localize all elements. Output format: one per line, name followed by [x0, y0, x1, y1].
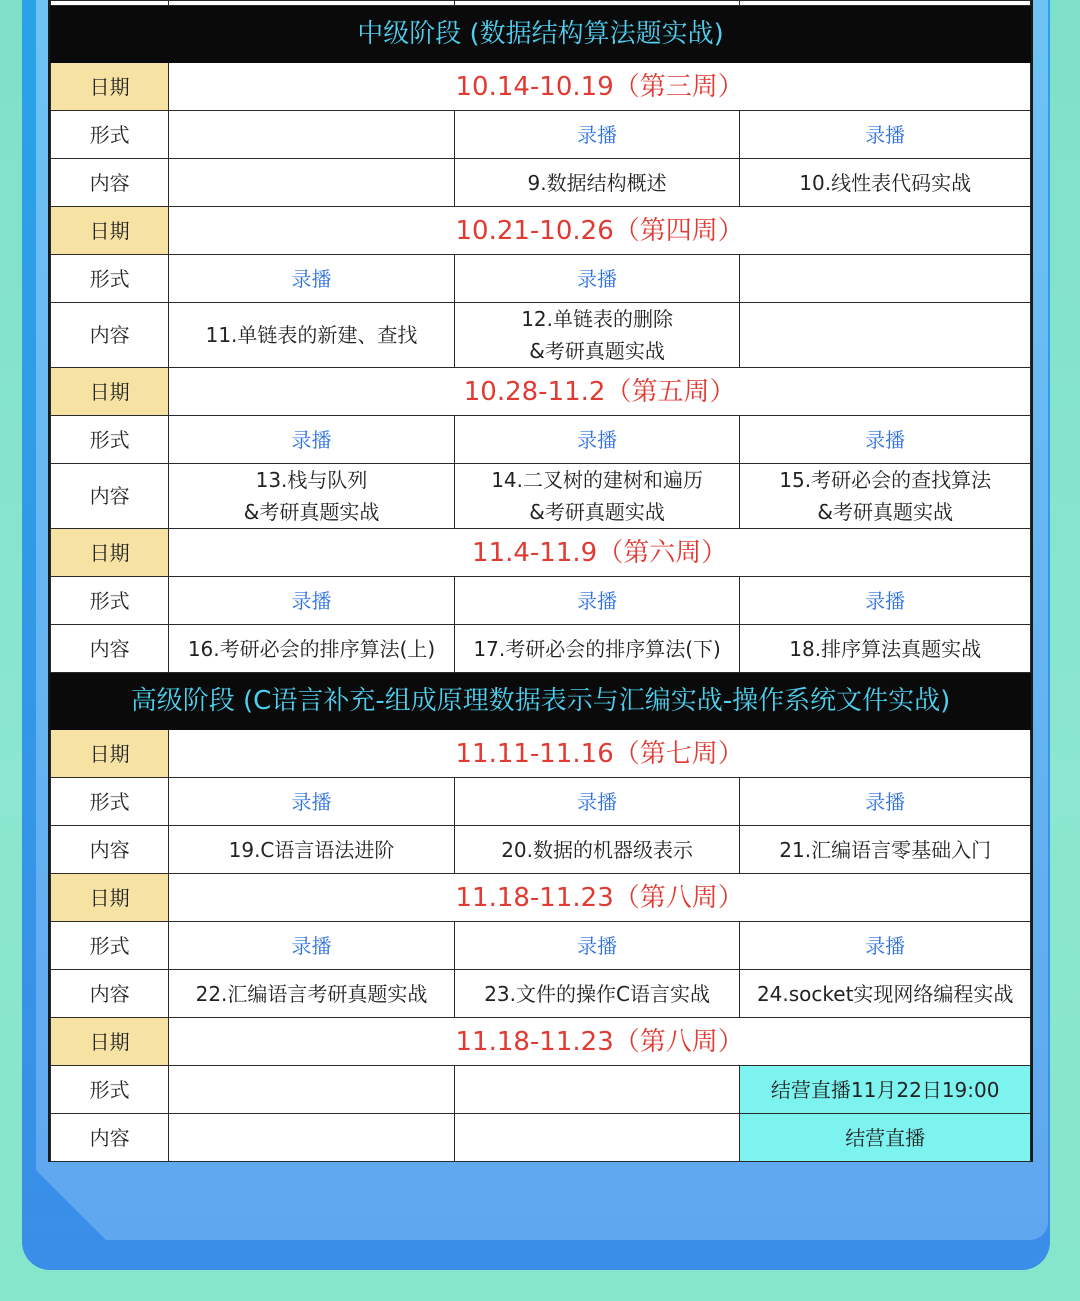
form-cell: 录播: [740, 416, 1031, 464]
content-cell: [169, 303, 455, 368]
content-cell: [454, 970, 740, 1018]
form-cell: 录播: [169, 577, 455, 625]
date-label: 日期: [51, 874, 169, 922]
form-cell: 录播: [169, 255, 455, 303]
content-cell: [454, 159, 740, 207]
content-label: 内容: [51, 464, 169, 529]
content-label: 内容: [51, 826, 169, 874]
content-line: 13.栈与队列: [255, 468, 368, 492]
form-cell: [169, 111, 455, 159]
content-cell: [169, 1114, 455, 1162]
content-cell: [169, 970, 455, 1018]
form-label: 形式: [51, 111, 169, 159]
content-line: 15.考研必会的查找算法: [779, 468, 992, 492]
form-row: [51, 922, 1031, 970]
stage-title: 中级阶段 (数据结构算法题实战): [51, 6, 1031, 63]
date-label: 日期: [51, 529, 169, 577]
date-row: [51, 529, 1031, 577]
content-cell: [740, 1114, 1031, 1162]
form-cell: 录播: [454, 922, 740, 970]
form-cell: [454, 1066, 740, 1114]
content-line: 23.文件的操作C语言实战: [484, 981, 710, 1006]
content-line: &考研真题实战: [529, 500, 665, 524]
content-line: 20.数据的机器级表示: [501, 837, 693, 862]
content-row: [51, 970, 1031, 1018]
content-cell: [454, 464, 740, 529]
form-row: [51, 111, 1031, 159]
content-cell: [454, 625, 740, 673]
form-cell: 录播: [454, 416, 740, 464]
form-label: 形式: [51, 1066, 169, 1114]
form-row: [51, 577, 1031, 625]
form-row: [51, 255, 1031, 303]
content-row: [51, 303, 1031, 368]
content-cell: [740, 625, 1031, 673]
form-cell: 录播: [454, 778, 740, 826]
content-row: [51, 464, 1031, 529]
date-row: [51, 874, 1031, 922]
date-value: 11.4-11.9（第六周）: [169, 529, 1031, 577]
content-line: &考研真题实战: [243, 500, 380, 524]
date-label: 日期: [51, 1018, 169, 1066]
content-label: 内容: [51, 1114, 169, 1162]
date-value: 10.21-10.26（第四周）: [169, 207, 1031, 255]
form-label: 形式: [51, 416, 169, 464]
content-label: 内容: [51, 970, 169, 1018]
content-line: 21.汇编语言零基础入门: [779, 837, 992, 862]
schedule-table: [50, 0, 1031, 1162]
content-label: 内容: [51, 303, 169, 368]
date-value: 10.14-10.19（第三周）: [169, 63, 1031, 111]
date-value: 11.11-11.16（第七周）: [169, 730, 1031, 778]
date-label: 日期: [51, 730, 169, 778]
content-cell: [454, 826, 740, 874]
content-cell: [169, 826, 455, 874]
form-cell: 结营直播11月22日19:00: [740, 1066, 1031, 1114]
date-label: 日期: [51, 63, 169, 111]
form-cell: 录播: [169, 922, 455, 970]
form-cell: [169, 1066, 455, 1114]
content-line: 24.socket实现网络编程实战: [756, 981, 1014, 1006]
form-row: [51, 778, 1031, 826]
content-line: 14.二叉树的建树和遍历: [491, 468, 703, 492]
form-row: [51, 416, 1031, 464]
content-line: &考研真题实战: [817, 500, 953, 524]
form-cell: 录播: [169, 416, 455, 464]
content-line: 10.线性表代码实战: [799, 170, 972, 195]
form-cell: 录播: [740, 778, 1031, 826]
content-cell: [454, 303, 740, 368]
stage-row: [51, 673, 1031, 730]
content-line: 结营直播: [845, 1125, 926, 1150]
schedule-sheet: [48, 0, 1033, 1162]
form-cell: 录播: [454, 255, 740, 303]
content-line: &考研真题实战: [529, 339, 665, 363]
content-cell: [169, 625, 455, 673]
date-label: 日期: [51, 368, 169, 416]
content-label: 内容: [51, 625, 169, 673]
content-cell: [740, 826, 1031, 874]
form-cell: 录播: [454, 577, 740, 625]
content-cell: [454, 1114, 740, 1162]
content-line: 9.数据结构概述: [527, 170, 667, 195]
date-value: 11.18-11.23（第八周）: [169, 1018, 1031, 1066]
stage-row: [51, 6, 1031, 63]
content-line: 12.单链表的删除: [521, 307, 673, 331]
content-line: 11.单链表的新建、查找: [205, 323, 418, 347]
date-row: [51, 730, 1031, 778]
form-label: 形式: [51, 922, 169, 970]
content-cell: [169, 159, 455, 207]
content-line: 18.排序算法真题实战: [789, 636, 982, 661]
content-cell: [740, 303, 1031, 368]
content-row: [51, 1114, 1031, 1162]
form-row: [51, 1066, 1031, 1114]
content-label: 内容: [51, 159, 169, 207]
form-cell: 录播: [454, 111, 740, 159]
form-cell: 录播: [169, 778, 455, 826]
date-value: 11.18-11.23（第八周）: [169, 874, 1031, 922]
content-cell: [169, 464, 455, 529]
form-label: 形式: [51, 255, 169, 303]
form-label: 形式: [51, 577, 169, 625]
date-value: 10.28-11.2（第五周）: [169, 368, 1031, 416]
content-cell: [740, 464, 1031, 529]
form-cell: 录播: [740, 577, 1031, 625]
content-line: 19.C语言语法进阶: [228, 837, 395, 862]
form-label: 形式: [51, 778, 169, 826]
content-cell: [740, 970, 1031, 1018]
content-line: 17.考研必会的排序算法(下): [473, 636, 721, 661]
content-row: [51, 625, 1031, 673]
form-cell: [740, 255, 1031, 303]
content-line: 22.汇编语言考研真题实战: [195, 981, 428, 1006]
content-cell: [740, 159, 1031, 207]
date-row: [51, 368, 1031, 416]
form-cell: 录播: [740, 111, 1031, 159]
content-row: [51, 826, 1031, 874]
date-row: [51, 63, 1031, 111]
date-label: 日期: [51, 207, 169, 255]
form-cell: 录播: [740, 922, 1031, 970]
date-row: [51, 1018, 1031, 1066]
content-line: 16.考研必会的排序算法(上): [187, 636, 436, 661]
stage-title: 高级阶段 (C语言补充-组成原理数据表示与汇编实战-操作系统文件实战): [51, 673, 1031, 730]
date-row: [51, 207, 1031, 255]
content-row: [51, 159, 1031, 207]
